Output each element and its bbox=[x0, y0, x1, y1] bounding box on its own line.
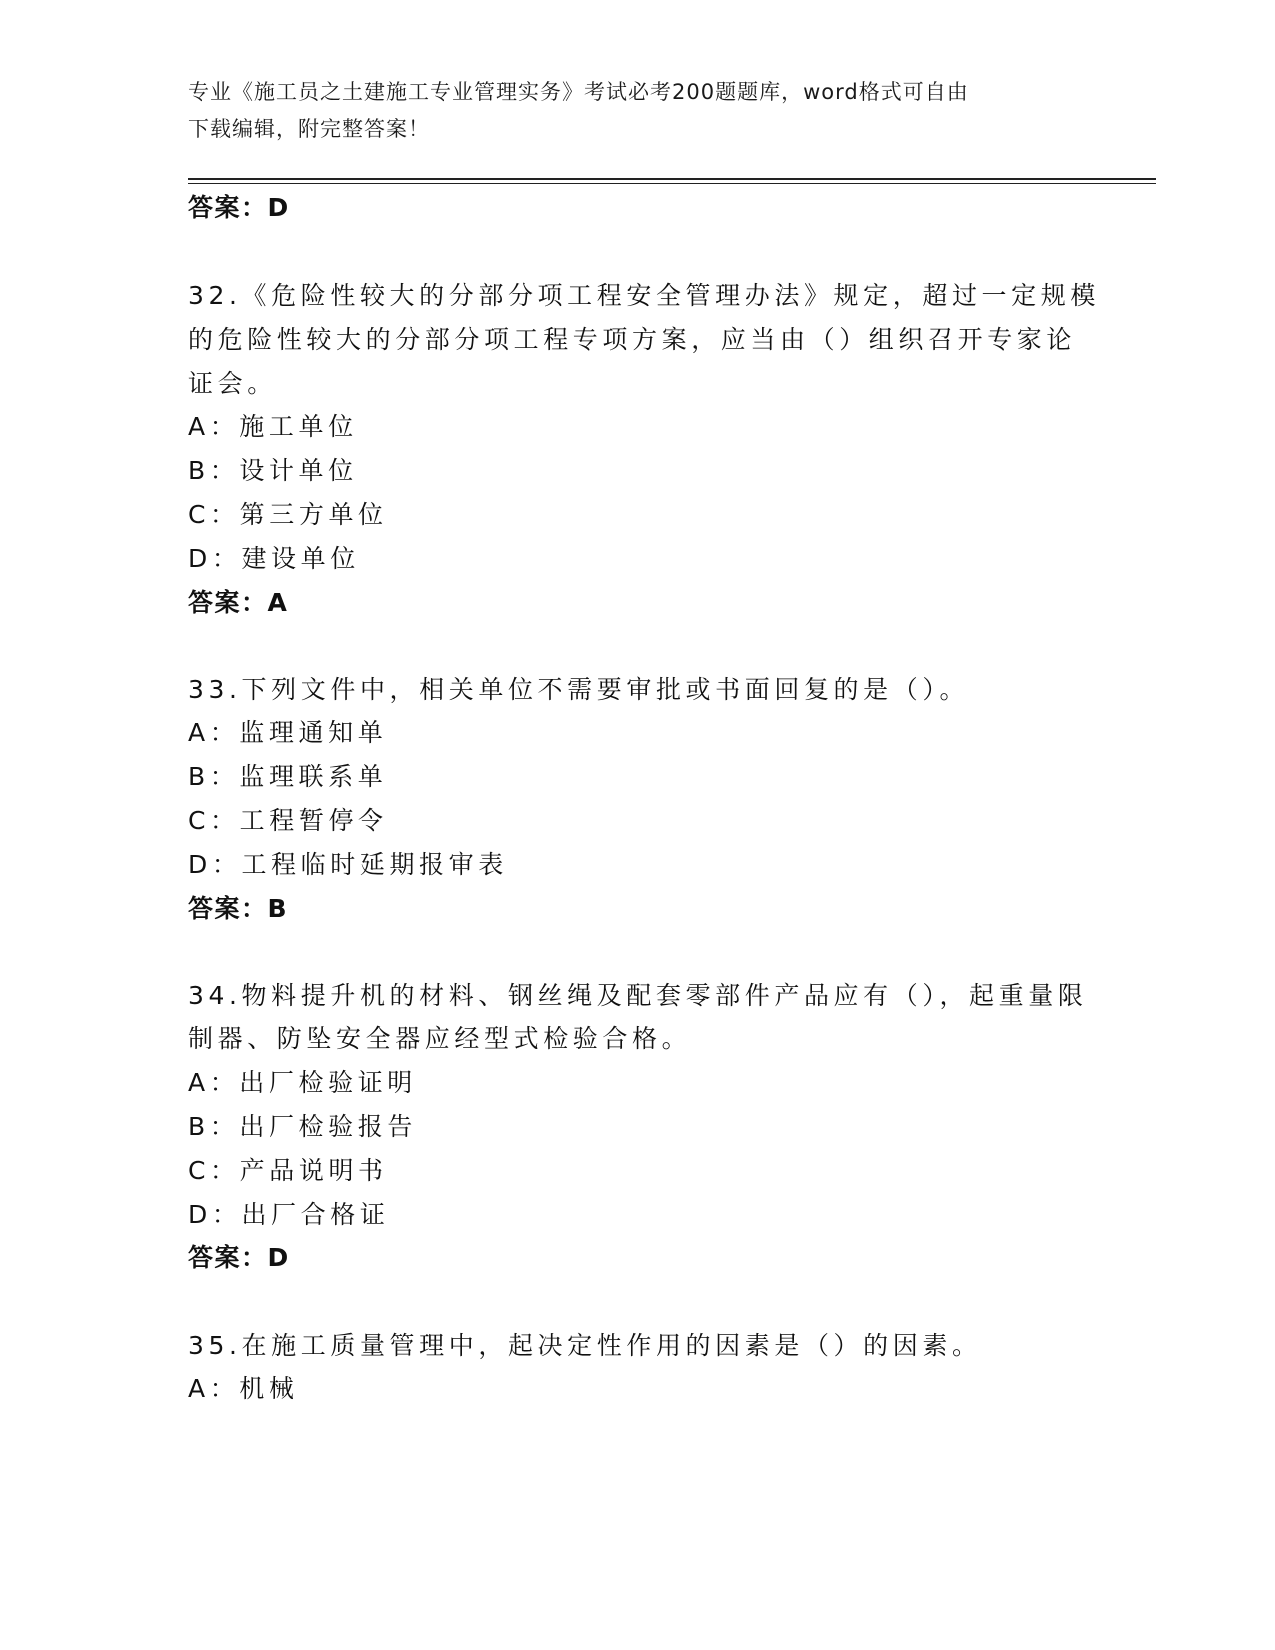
question-32-line-1: 32.《危险性较大的分部分项工程安全管理办法》规定，超过一定规模 bbox=[188, 281, 1100, 310]
question-35-option-a: A：机械 bbox=[188, 1374, 299, 1403]
question-34-line-2: 制器、防坠安全器应经型式检验合格。 bbox=[188, 1024, 692, 1053]
question-32-option-a: A：施工单位 bbox=[188, 412, 358, 441]
question-35-line-1: 35.在施工质量管理中，起决定性作用的因素是（）的因素。 bbox=[188, 1331, 982, 1360]
answer-line: 答案：D bbox=[188, 193, 290, 222]
question-33-answer: 答案：B bbox=[188, 894, 289, 923]
question-34-option-a: A：出厂检验证明 bbox=[188, 1068, 417, 1097]
question-34-line-1: 34.物料提升机的材料、钢丝绳及配套零部件产品应有（），起重量限 bbox=[188, 981, 1088, 1010]
header-line-1: 专业《施工员之土建施工专业管理实务》考试必考200题题库，word格式可自由 bbox=[188, 80, 969, 104]
question-32-answer: 答案：A bbox=[188, 588, 289, 617]
question-33-line-1: 33.下列文件中，相关单位不需要审批或书面回复的是（）。 bbox=[188, 675, 970, 704]
question-32-line-2: 的危险性较大的分部分项工程专项方案，应当由（）组织召开专家论 bbox=[188, 325, 1077, 354]
header-rule-thick bbox=[188, 178, 1156, 180]
question-34-option-b: B：出厂检验报告 bbox=[188, 1112, 417, 1141]
question-32-option-d: D：建设单位 bbox=[188, 544, 360, 573]
header-line-2: 下载编辑，附完整答案！ bbox=[188, 117, 430, 141]
question-33-option-b: B：监理联系单 bbox=[188, 762, 388, 791]
question-32-line-3: 证会。 bbox=[188, 369, 277, 398]
question-32-option-b: B：设计单位 bbox=[188, 456, 358, 485]
question-34-answer: 答案：D bbox=[188, 1243, 290, 1272]
question-34-option-d: D：出厂合格证 bbox=[188, 1200, 390, 1229]
header-rule-thin bbox=[188, 183, 1156, 184]
page-header bbox=[188, 74, 1068, 148]
question-33-option-a: A：监理通知单 bbox=[188, 718, 388, 747]
question-34-option-c: C：产品说明书 bbox=[188, 1156, 388, 1185]
question-32-option-c: C：第三方单位 bbox=[188, 500, 388, 529]
question-33-option-d: D：工程临时延期报审表 bbox=[188, 850, 508, 879]
question-33-option-c: C：工程暂停令 bbox=[188, 806, 388, 835]
